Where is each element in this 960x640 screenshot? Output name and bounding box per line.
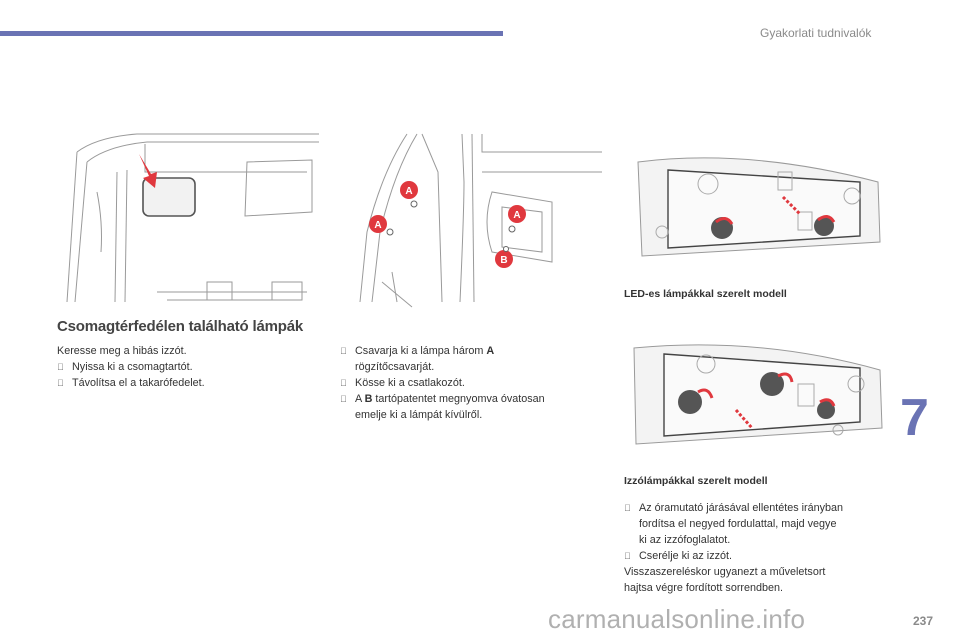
paragraph-line: Visszaszereléskor ugyanezt a műveletsort [624,566,826,578]
bulb-lamp-illustration [628,340,884,448]
clip-icon [504,247,509,252]
intro-text: Keresse meg a hibás izzót. [57,345,187,357]
column-3 [624,500,904,596]
bullet-text: Nyissa ki a csomagtartót. [72,361,193,373]
bullet-continuation: ki az izzófoglalatot. [639,534,731,546]
bullet-text-bold: B [364,393,373,405]
bullet-marker [340,375,347,391]
list-item [624,500,904,516]
bullet-marker [624,500,631,516]
screw-icon [509,226,515,232]
section-title: Gyakorlati tudnivalók [760,26,872,40]
page-number: 237 [913,614,934,628]
label-a-text: A [374,220,382,231]
bullet-text: tartópatentet megnyomva óvatosan [372,393,545,405]
bullet-marker [624,548,631,564]
led-lamp-illustration [628,152,884,260]
lamp-screws-illustration [352,132,602,308]
label-a-3 [508,205,526,223]
page-heading: Csomagtérfedélen található lámpák [57,318,303,335]
caption-led: LED-es lámpákkal szerelt modell [624,288,787,300]
list-item [340,391,590,407]
bullet-text-bold: A [486,345,495,357]
bullet-marker [57,359,64,375]
bullet-continuation: rögzítőcsavarját. [355,361,435,373]
paragraph-line: hajtsa végre fordított sorrendben. [624,582,784,594]
caption-bulb: Izzólámpákkal szerelt modell [624,475,768,487]
bullet-text: Távolítsa el a takarófedelet. [72,377,205,389]
screw-icon [387,229,393,235]
list-item [624,548,904,564]
trunk-lid-illustration [57,132,319,308]
column-1 [57,343,317,391]
bullet-text: Csavarja ki a lámpa három [355,345,487,357]
bullet-marker [57,375,64,391]
column-2 [340,343,590,423]
bullet-marker [340,391,347,407]
bullet-text: Az óramutató járásával ellentétes irányban [639,502,844,514]
bullet-text: Cserélje ki az izzót. [639,550,733,562]
bullet-text: Kösse ki a csatlakozót. [355,377,465,389]
bullet-continuation: fordítsa el negyed fordulattal, majd vegye [639,518,837,530]
bullet-marker [340,343,347,359]
header-accent-bar [0,31,503,36]
label-b-text: B [500,255,508,266]
label-a-text: A [405,186,413,197]
list-item [340,375,590,391]
label-a-text: A [513,210,521,221]
list-item [340,343,590,359]
list-item [57,359,317,375]
list-item [57,375,317,391]
watermark: carmanualsonline.info [548,604,806,634]
screw-icon [411,201,417,207]
label-a-1 [400,181,418,199]
chapter-number: 7 [900,389,929,447]
bullet-text: A [355,393,365,405]
label-b [495,250,513,268]
bullet-continuation: emelje ki a lámpát kívülről. [355,409,483,421]
label-a-2 [369,215,387,233]
